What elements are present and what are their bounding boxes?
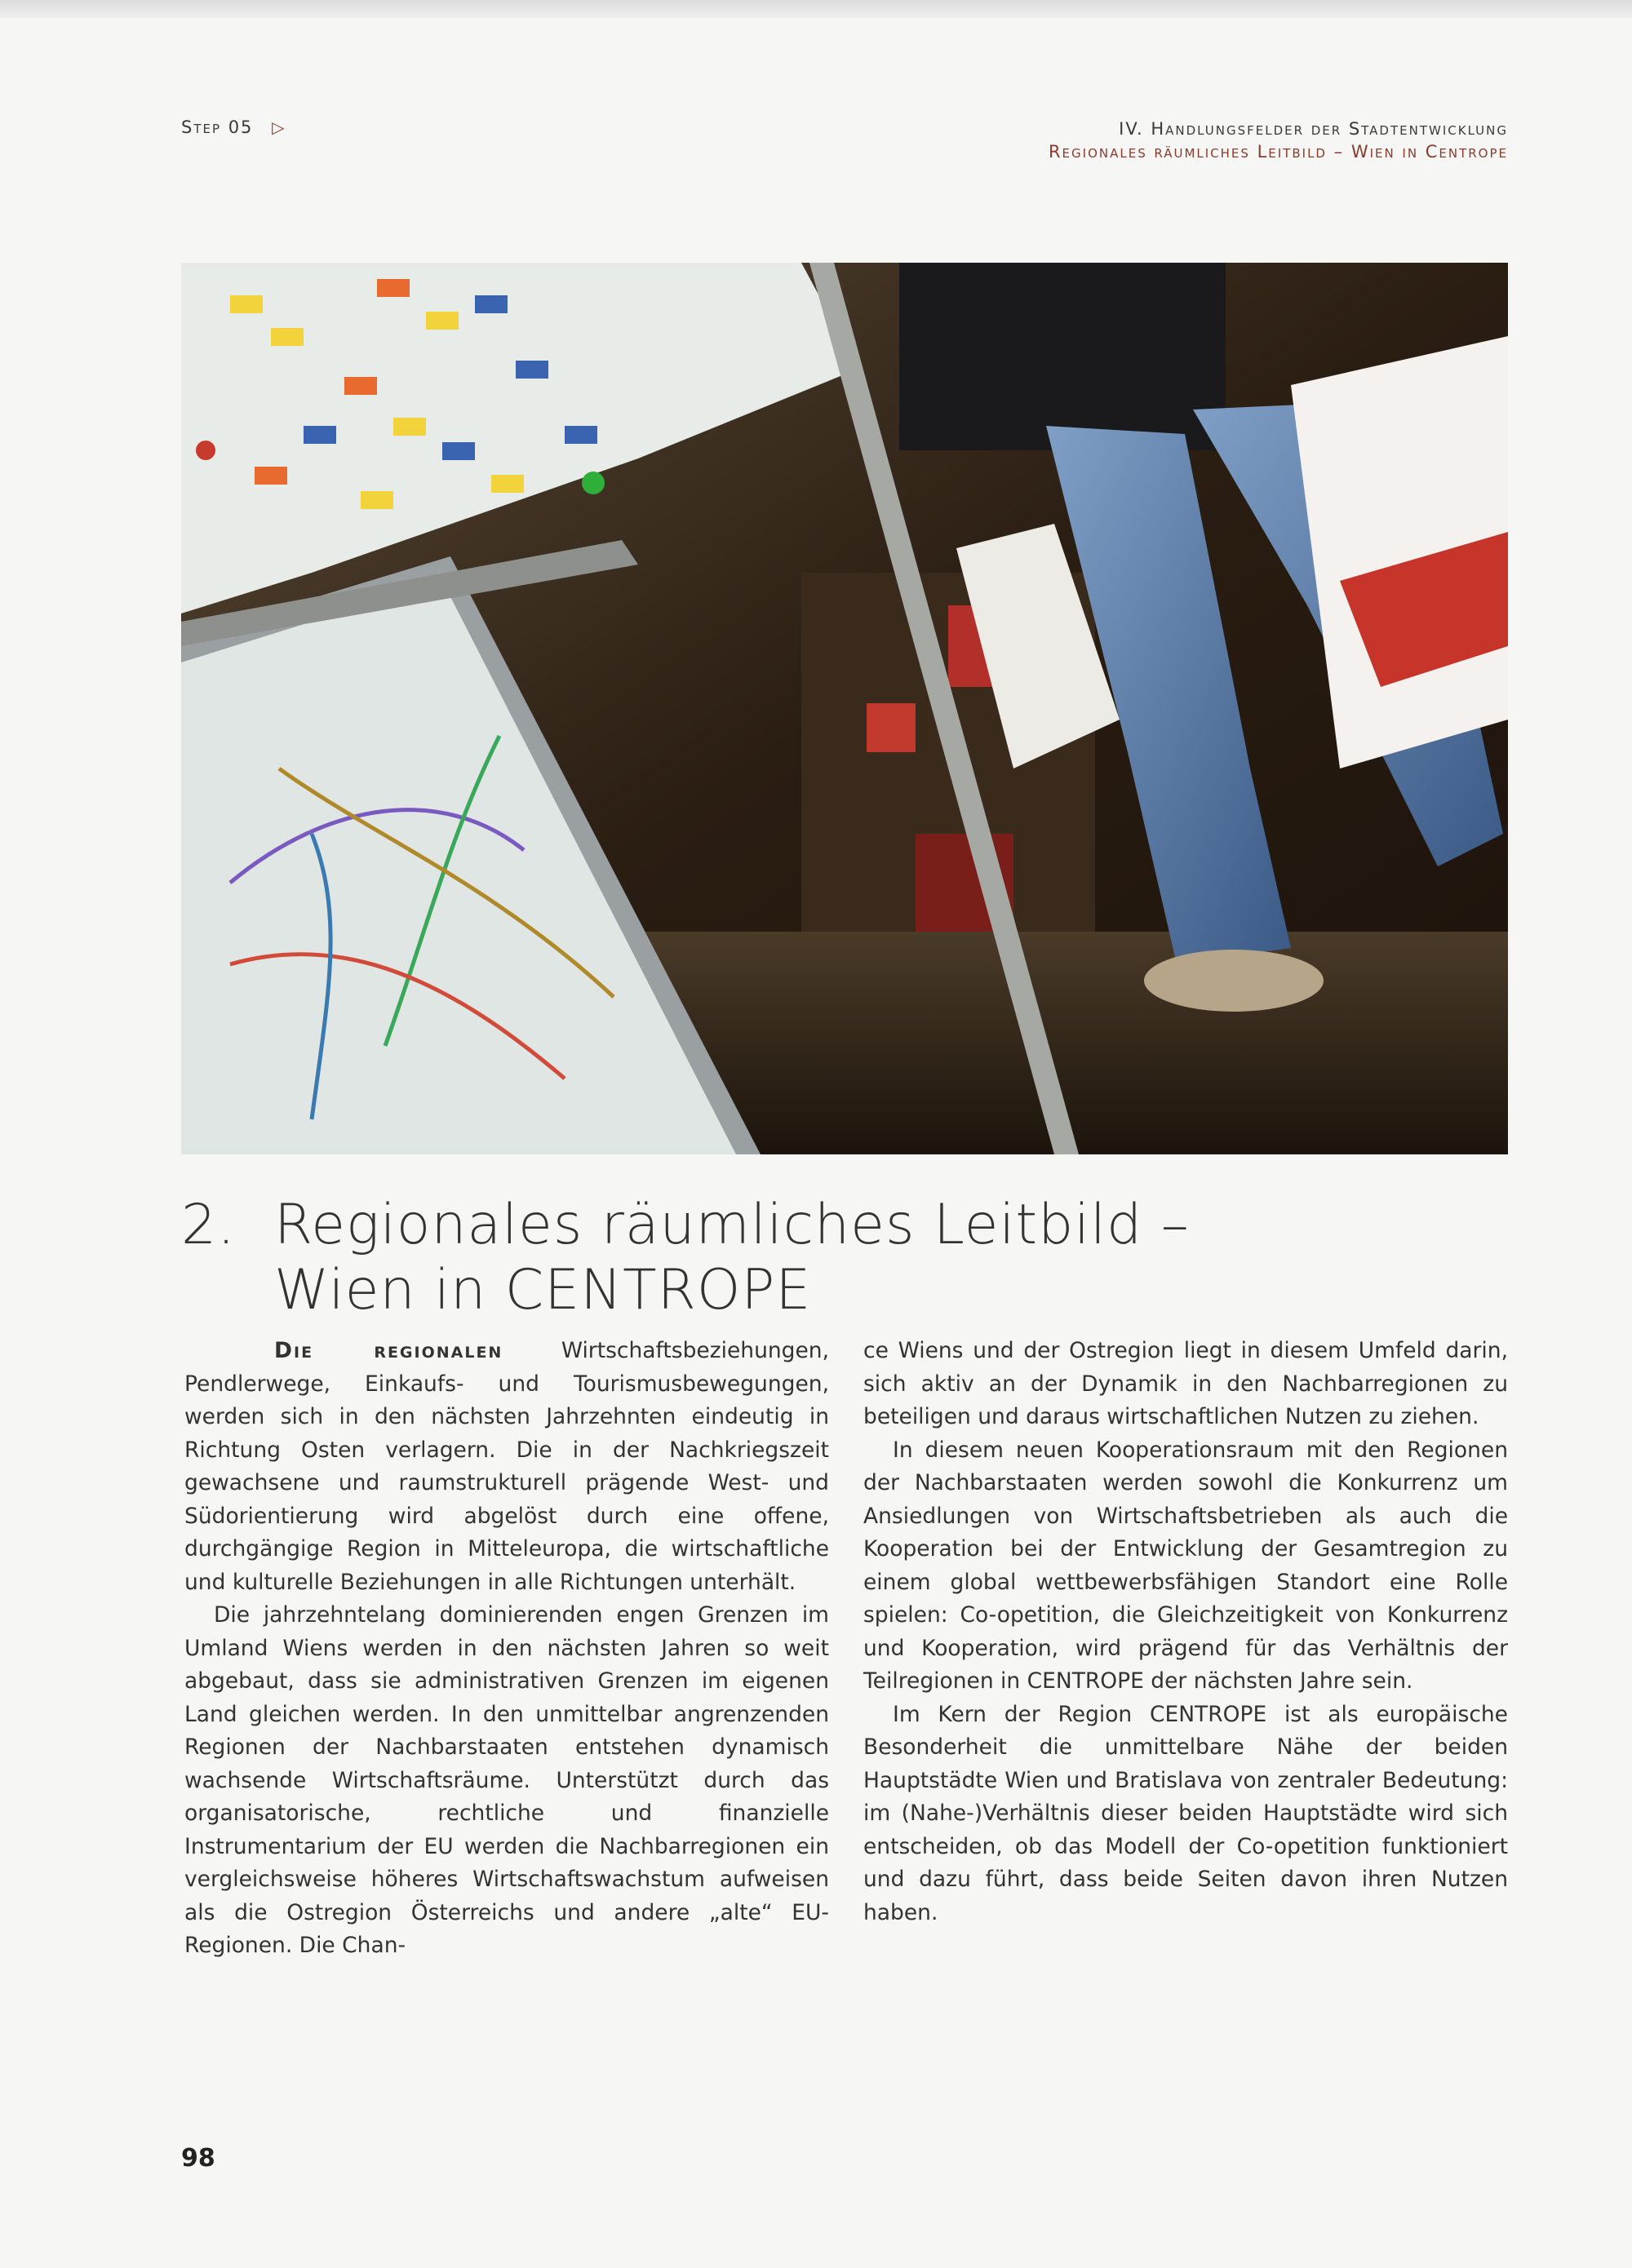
title-line-1: Regionales räumliches Leitbild – <box>274 1193 1190 1257</box>
paragraph: ce Wiens und der Ostregion liegt in diesem Umfeld darin, sich aktiv an der Dynamik in den Nachbarregionen zu beteiligen und daraus wirtschaftlichen Nutzen zu ziehen. <box>863 1338 1508 1429</box>
step-label <box>181 117 286 137</box>
paragraph: Die jahrzehntelang dominierenden engen Grenzen im Umland Wiens werden in den nächsten Jahren so weit abgebaut, dass sie administrativen Grenzen im eigenen Land gleichen werden. In den unmittelbar angrenzenden Regionen der Nachbarstaaten entstehen dynamisch wachsende Wirtschaftsräume. Unterstützt durch das organisatorische, rechtliche und finanzielle Instrumentarium der EU werden die Nachbarregionen ein vergleichsweise höheres Wirtschaftswachstum aufweisen als die Ostregion Österreichs und andere „alte“ EU-Regionen. Die Chan- <box>184 1602 829 1958</box>
chapter-title: IV. Handlungsfelder der Stadtentwicklung <box>1119 119 1508 139</box>
scan-edge <box>0 0 1632 18</box>
body-column-left <box>184 1335 829 1963</box>
lead-in: Die regionalen <box>274 1338 503 1363</box>
triangle-right-icon: ▷ <box>272 117 286 137</box>
step-text: Step 05 <box>181 117 254 137</box>
page-number: 98 <box>181 2144 215 2173</box>
paragraph: In diesem neuen Kooperationsraum mit den Regionen der Nachbarstaaten werden sowohl die Konkurrenz um Ansiedlungen von Wirtschaftsbetrieben als auch die Kooperation bei der Entwicklung der Gesamtregion zu einem global wettbewerbsfähigen Standort eine Rolle spielen: Co-opetition, die Gleichzeitigkeit von Konkurrenz und Kooperation, wird prägend für das Verhältnis der Teilregionen in CENTROPE der nächsten Jahre sein. <box>863 1437 1508 1694</box>
section-title: Regionales räumliches Leitbild – Wien in Centrope <box>1048 142 1508 162</box>
running-header <box>1049 117 1508 163</box>
title-line-2: Wien in CENTROPE <box>274 1258 812 1322</box>
paragraph-text: Wirtschaftsbeziehungen, Pendlerwege, Einkaufs- und Tourismusbewegungen, werden sich in den nächsten Jahrzehnten eindeutig in Richtung Osten verlagern. Die in der Nachkriegszeit gewachsene und raumstrukturell prägende West- und Südorientierung wird abgelöst durch eine offene, durchgängige Region in Mitteleuropa, die wirtschaftliche und kulturelle Beziehungen in alle Richtungen unterhält. <box>184 1338 829 1595</box>
station-photo <box>181 263 1508 1154</box>
body-column-right <box>863 1335 1508 1929</box>
paragraph: Im Kern der Region CENTROPE ist als europäische Besonderheit die unmittelbare Nähe der beiden Hauptstädte Wien und Bratislava von zentraler Bedeutung: im (Nahe-)Verhältnis dieser beiden Hauptstädte wird sich entscheiden, ob das Modell der Co-opetition funktioniert und dazu führt, dass beide Seiten davon ihren Nutzen haben. <box>863 1701 1508 1925</box>
section-title-text <box>274 1193 1190 1323</box>
section-number: 2. <box>181 1193 236 1257</box>
photo-illustration <box>181 263 1508 1154</box>
paragraph <box>184 1335 829 1599</box>
